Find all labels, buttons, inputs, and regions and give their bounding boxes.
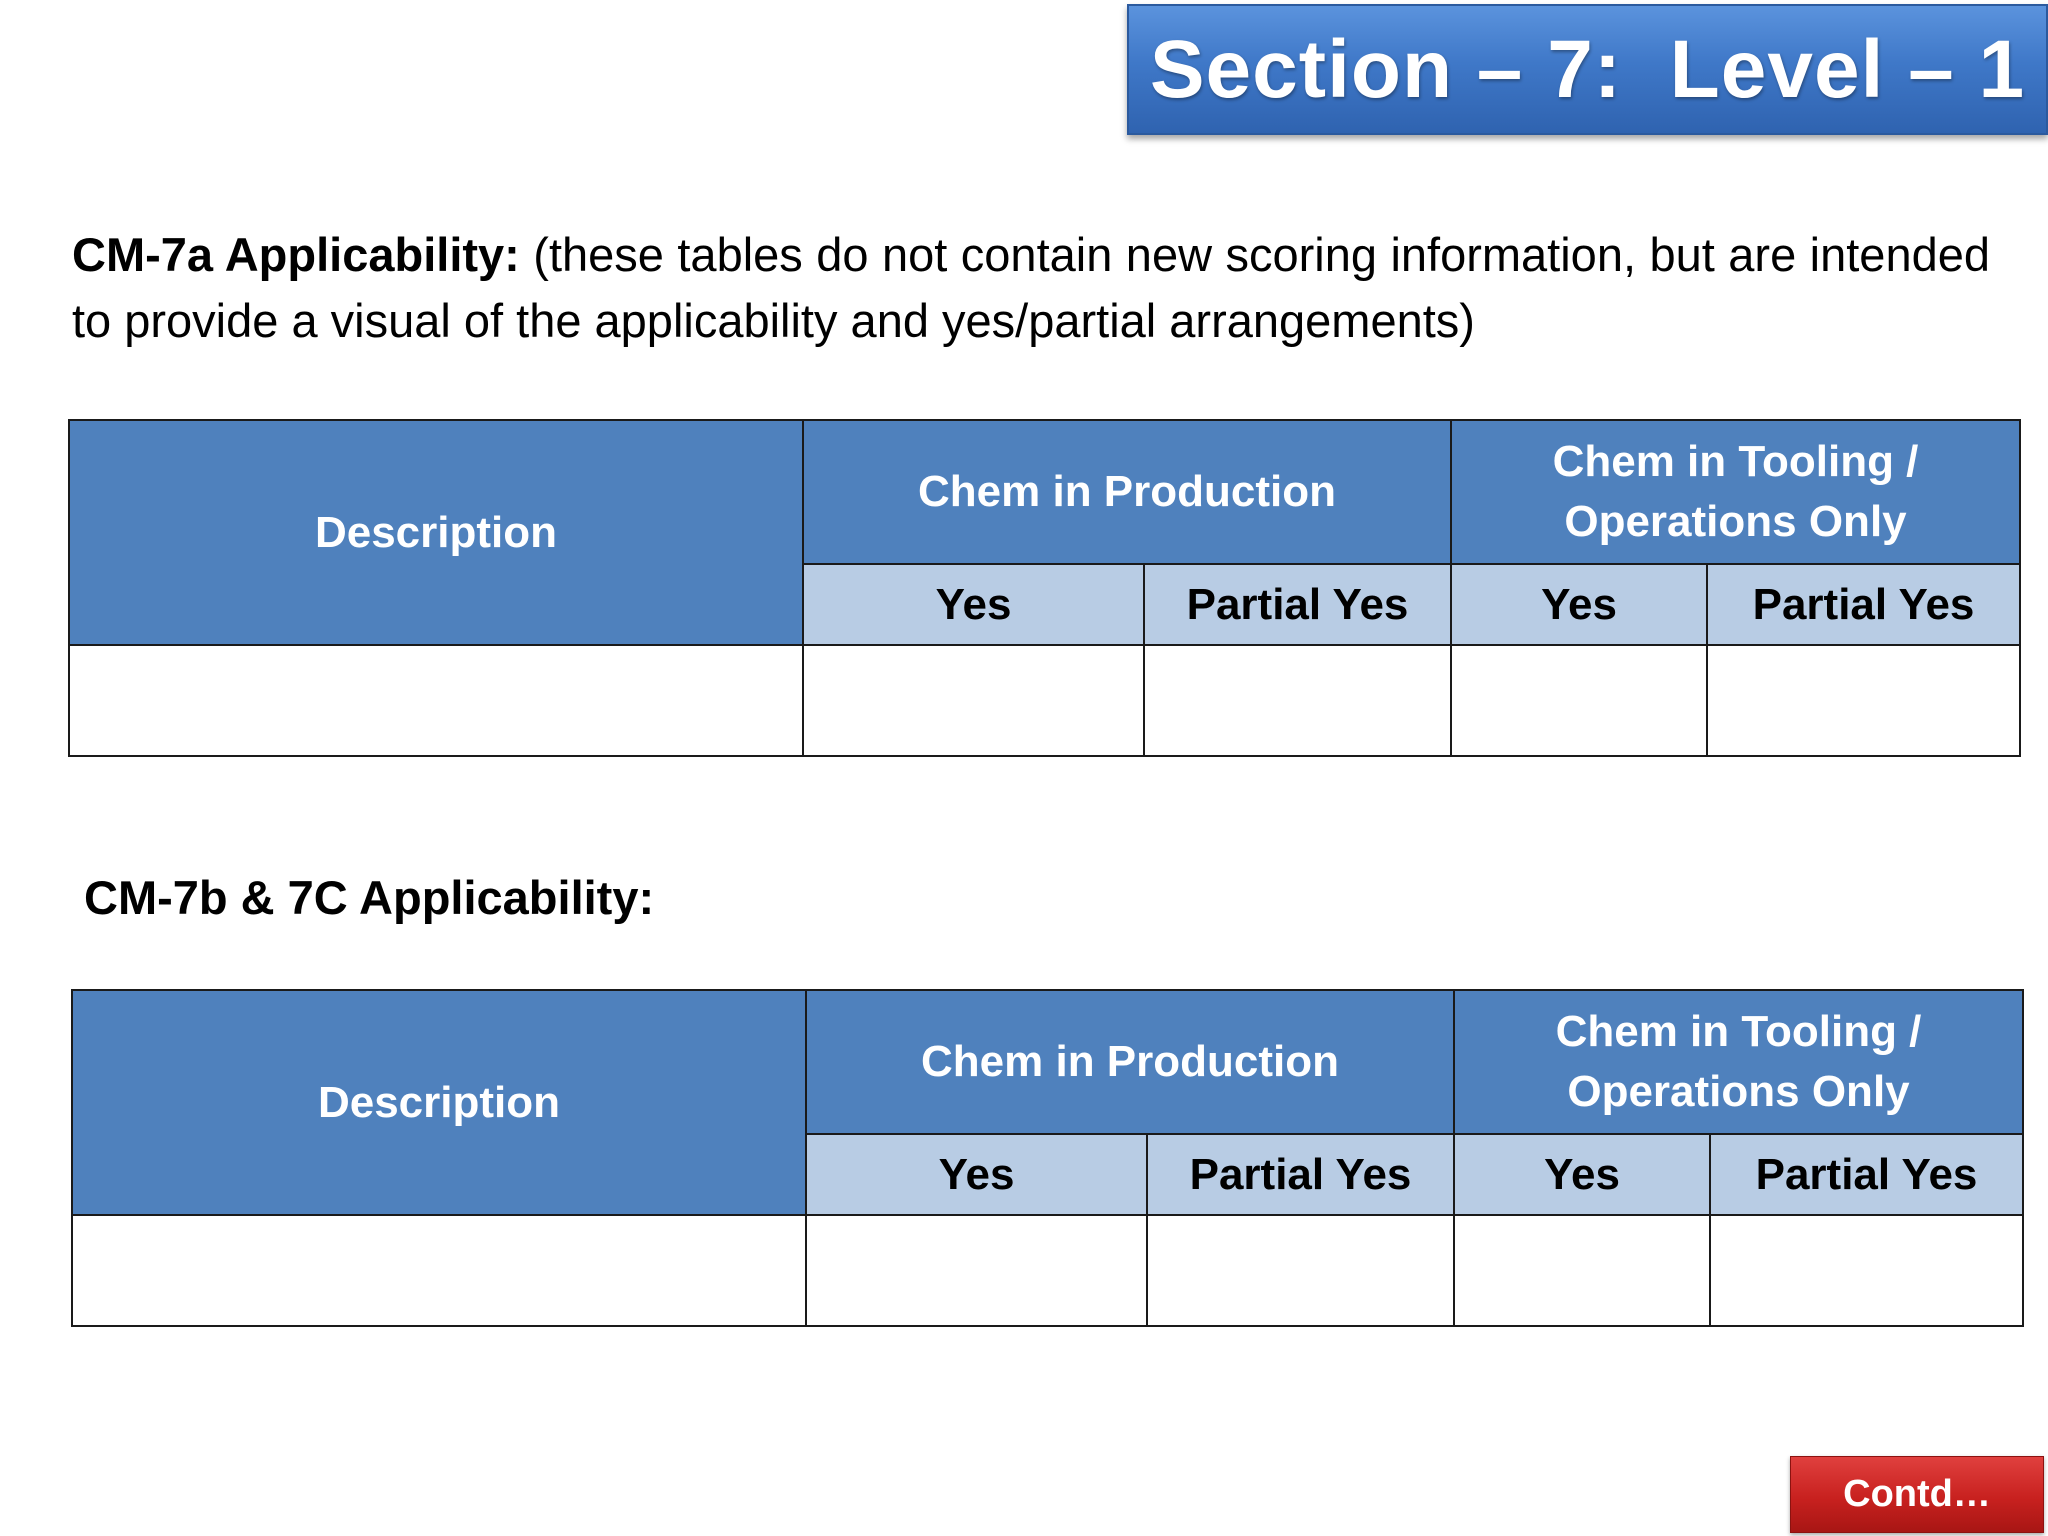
section-title-banner bbox=[1127, 4, 2048, 135]
tooling-yes-cell[interactable] bbox=[1451, 645, 1707, 756]
chem-in-tooling-header-text: Chem in Tooling / Operations Only bbox=[1555, 1007, 1922, 1116]
production-partial-yes-cell[interactable] bbox=[1144, 645, 1451, 756]
chem-in-tooling-header bbox=[1454, 990, 2023, 1134]
production-partial-yes-cell[interactable] bbox=[1147, 1215, 1454, 1326]
tooling-partial-yes-header: Partial Yes bbox=[1710, 1134, 2023, 1215]
chem-in-tooling-header-text: Chem in Tooling / Operations Only bbox=[1552, 437, 1919, 546]
table-row bbox=[69, 645, 2020, 756]
intro-label: CM-7a Applicability: bbox=[72, 228, 520, 281]
cm7b-7c-applicability-table bbox=[71, 989, 2024, 1327]
production-yes-header: Yes bbox=[806, 1134, 1147, 1215]
production-yes-cell[interactable] bbox=[803, 645, 1144, 756]
description-header: Description bbox=[69, 420, 803, 645]
cm7b-7c-heading: CM-7b & 7C Applicability: bbox=[84, 871, 655, 924]
production-partial-yes-header: Partial Yes bbox=[1144, 564, 1451, 645]
tooling-yes-header: Yes bbox=[1454, 1134, 1710, 1215]
section-title: Section – 7: Level – 1 bbox=[1149, 23, 2026, 115]
tooling-partial-yes-cell[interactable] bbox=[1707, 645, 2020, 756]
cm7a-applicability-table bbox=[68, 419, 2021, 757]
description-cell[interactable] bbox=[72, 1215, 806, 1326]
tooling-yes-header: Yes bbox=[1451, 564, 1707, 645]
contd-button[interactable]: Contd… bbox=[1790, 1456, 2044, 1533]
chem-in-tooling-header bbox=[1451, 420, 2020, 564]
chem-in-production-header: Chem in Production bbox=[806, 990, 1454, 1134]
intro-text: (these tables do not contain new scoring information, but are intended to provide a visual of the applicability and yes/partial arrangements) bbox=[72, 228, 1990, 347]
intro-paragraph bbox=[72, 222, 1990, 354]
production-partial-yes-header: Partial Yes bbox=[1147, 1134, 1454, 1215]
chem-in-production-header: Chem in Production bbox=[803, 420, 1451, 564]
tooling-partial-yes-header: Partial Yes bbox=[1707, 564, 2020, 645]
description-cell[interactable] bbox=[69, 645, 803, 756]
tooling-yes-cell[interactable] bbox=[1454, 1215, 1710, 1326]
description-header: Description bbox=[72, 990, 806, 1215]
tooling-partial-yes-cell[interactable] bbox=[1710, 1215, 2023, 1326]
production-yes-cell[interactable] bbox=[806, 1215, 1147, 1326]
production-yes-header: Yes bbox=[803, 564, 1144, 645]
table-row bbox=[72, 1215, 2023, 1326]
